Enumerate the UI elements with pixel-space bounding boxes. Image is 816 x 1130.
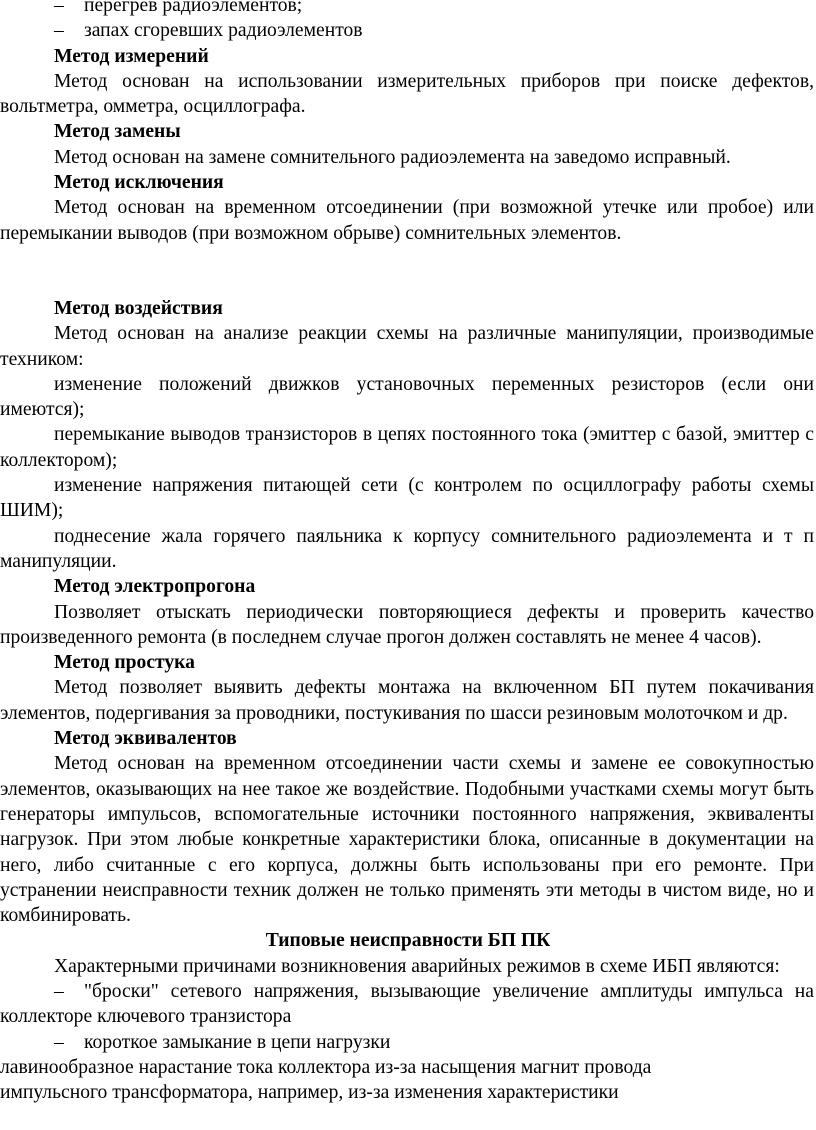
section-heading-faults: Типовые неисправности БП ПК (265, 930, 551, 952)
list-item (0, 0, 816, 18)
list-item-text: запах сгоревших радиоэлементов (84, 20, 363, 42)
list-item (0, 18, 816, 43)
blank-space (0, 246, 816, 296)
section-heading-burnin: Метод электропрогона (54, 576, 256, 598)
paragraph-measure: Метод основан на использовании измерительных приборов при поиске дефектов, вольтметра, омметра, осциллографа. (0, 70, 814, 118)
dash-marker: – (54, 1031, 64, 1053)
list-item-text: перегрев радиоэлементов; (84, 0, 303, 16)
section-heading-exclusion: Метод исключения (54, 172, 224, 194)
paragraph-faults-intro: Характерными причинами возникновения аварийных режимов в схеме ИБП являются: (54, 955, 780, 977)
section-heading-tapping: Метод простука (54, 652, 195, 674)
list-item-impact: поднесение жала горячего паяльника к корпусу сомнительного радиоэлемента и т п манипуляции. (0, 525, 814, 572)
section-heading-impact: Метод воздействия (54, 297, 223, 319)
list-item-fault (0, 979, 816, 1030)
dash-marker: – (54, 20, 64, 42)
paragraph-faults-line: лавинообразное нарастание тока коллектора из-за насыщения магнит провода (0, 1056, 652, 1078)
list-item-fault (0, 1030, 816, 1055)
list-item-impact: изменение положений движков установочных переменных резисторов (если они имеются); (0, 373, 814, 421)
paragraph-replace: Метод основан на замене сомнительного радиоэлемента на заведомо исправный. (54, 146, 731, 168)
section-heading-equivalent: Метод эквивалентов (54, 728, 237, 750)
paragraph-exclusion: Метод основан на временном отсоединении (при возможной утечке или пробое) или перемыкании выводов (при возможном обрыве) сомнительных элементов. (0, 197, 814, 244)
dash-marker: – (54, 0, 64, 16)
list-item-impact: перемыкание выводов транзисторов в цепях постоянного тока (эмиттер с базой, эмиттер с коллектором); (0, 424, 814, 471)
paragraph-equivalent: Метод основан на временном отсоединении части схемы и замене ее совокупностью элементов, оказывающих на нее такое же воздействие. Подобными участками схемы могут быть генераторы импульсов, вспомогательные источники постоянного напряжения, эквиваленты нагрузок. При этом любые конкретные характеристики блока, описанные в документации на него, либо считанные с его корпуса, должны быть использованы при его ремонте. При устранении неисправности техник должен не только применять эти методы в чистом виде, но и комбинировать. (0, 753, 814, 927)
list-item-impact: изменение напряжения питающей сети (с контролем по осциллографу работы схемы ШИМ); (0, 475, 814, 522)
section-heading-measure: Метод измерений (54, 45, 209, 67)
paragraph-tapping: Метод позволяет выявить дефекты монтажа на включенном БП путем покачивания элементов, подергивания за проводники, постукивания по шасси резиновым молоточком и др. (0, 677, 814, 724)
list-item-text: короткое замыкание в цепи нагрузки (84, 1031, 391, 1053)
paragraph-burnin: Позволяет отыскать периодически повторяющиеся дефекты и проверить качество произведенного ремонта (в последнем случае прогон должен составлять не менее 4 часов). (0, 601, 814, 648)
paragraph-impact: Метод основан на анализе реакции схемы на различные манипуляции, производимые техником: (0, 323, 814, 370)
section-heading-replace: Метод замены (54, 121, 181, 143)
list-item-text: "броски" сетевого напряжения, вызывающие увеличение амплитуды импульса на коллекторе ключевого транзистора (0, 980, 814, 1028)
dash-marker: – (54, 980, 64, 1002)
paragraph-faults-line: импульсного трансформатора, например, из-за изменения характеристики (0, 1082, 619, 1104)
